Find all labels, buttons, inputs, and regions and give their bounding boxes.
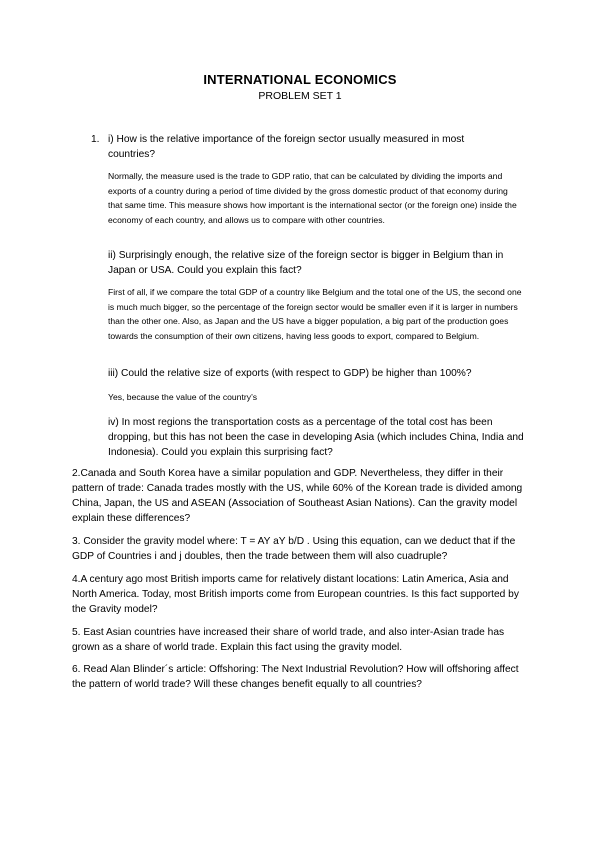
answer-1-i: Normally, the measure used is the trade to GDP ratio, that can be calculated by dividing the imports and exports of a country during a period of time divided by the gross domestic product of that economy during that same time. This measure shows how important is the international sector (or the foreign one) inside the economy of each country, and allows us to compare with other countries.	[108, 171, 517, 225]
answer-1-iii: Yes, because the value of the country’s	[108, 392, 258, 402]
question-1-iii: iii) Could the relative size of exports (with respect to GDP) be higher than 100%?	[108, 368, 472, 379]
question-3: 3. Consider the gravity model where: T = AY aY b/D . Using this equation, can we deduct that if the GDP of Countries i and j doubles, then the trade between them will also cuadruple?	[72, 536, 516, 562]
answer-1-ii: First of all, if we compare the total GDP of a country like Belgium and the total one of the US, the second one is much much bigger, so the percentage of the foreign sector would be smaller even if it is larger in numbers than the other one. Also, as Japan and the US have a bigger population, a big part of the production goes towards the consumption of their own citizens, having less goods to export, compared to Belgium.	[108, 287, 522, 341]
question-2: 2.Canada and South Korea have a similar population and GDP. Nevertheless, they differ in their pattern of trade: Canada trades mostly with the US, while 60% of the Korean trade is divided among China, Japan, the US and ASEAN (Association of Southeast Asian Nations). Can the gravity model explain these differences?	[72, 468, 523, 524]
question-1-ii: ii) Surprisingly enough, the relative size of the foreign sector is bigger in Belgium than in Japan or USA. Could you explain this fact?	[108, 250, 504, 276]
question-1-iv: iv) In most regions the transportation costs as a percentage of the total cost has been dropping, but this has not been the case in developing Asia (which includes China, India and Indonesia). Could you explain this surprising fact?	[108, 417, 524, 458]
question-1-i: i) How is the relative importance of the foreign sector usually measured in most countries?	[108, 134, 465, 160]
document-title: INTERNATIONAL ECONOMICS	[203, 72, 397, 87]
question-6: 6. Read Alan Blinder´s article: Offshoring: The Next Industrial Revolution? How will offshoring affect the pattern of world trade? Will these changes benefit equally to all countries?	[72, 664, 519, 690]
question-4: 4.A century ago most British imports came for relatively distant locations: Latin America, Asia and North America. Today, most British imports come from European countries. Is this fact supported by the Gravity model?	[72, 574, 519, 615]
question-1-number: 1.	[91, 134, 100, 145]
document-subtitle: PROBLEM SET 1	[258, 90, 342, 102]
question-5: 5. East Asian countries have increased their share of world trade, and also inter-Asian trade has grown as a share of world trade. Explain this fact using the gravity model.	[72, 627, 505, 653]
